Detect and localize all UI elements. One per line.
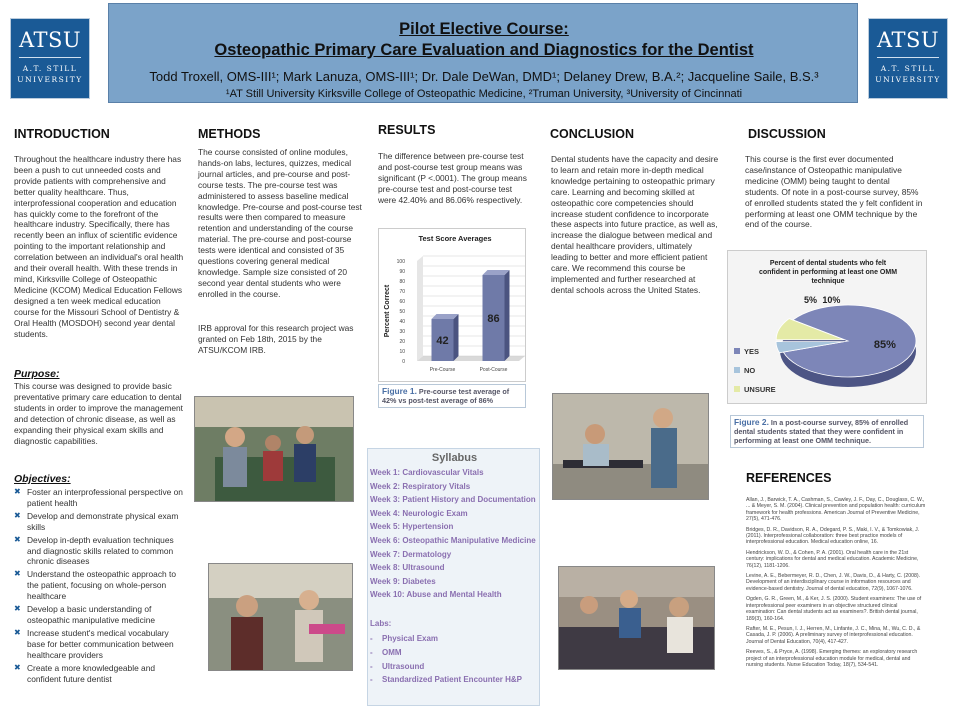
reference-item: Rafter, M. E., Pesun, I. J., Herren, M., Linfante, J. C., Mina, M., Wu, C. D., & Casada, J. P. (2006). A preliminary survey of interprofessional education. Journal of Dental Education, 70(4), 417-427. <box>746 625 921 645</box>
introduction-heading: INTRODUCTION <box>14 127 110 141</box>
lab-item <box>370 660 522 674</box>
syllabus-weeks <box>370 466 536 602</box>
bar-chart-ytick-label: 20 <box>399 339 405 345</box>
methods-body: The course consisted of online modules, hands-on labs, lectures, quizzes, medical journal articles, and pre-course and post-course tests. The pre-course test was administered to assess baseline medical knowledge. Pre-course and post-course test results were then compared to measure retention and understanding of the course material. The pre-course and post-course tests were identical and consisted of 35 questions covering general medical knowledge. Sample size consisted of 20 second year dental students who were enrolled in the course. <box>198 147 362 299</box>
objective-text: Develop a basic understanding of osteopathic manipulative medicine <box>27 604 156 625</box>
conclusion-body: Dental students have the capacity and desire to learn and retain more in-depth medical knowledge pertaining to osteopathic primary care. Learning and becoming skilled at osteopathic core competencies should increase student confidence to incorporate these aspects into future practice, as well as, increase the dialogue between medical and dental healthcare providers, ultimately leading to better and more efficient patient care. We recommend this course be implemented and further researched at dental schools across the United States. <box>551 154 719 295</box>
logo-divider <box>19 57 81 58</box>
lab-dash: - <box>370 634 373 643</box>
poster-affiliations: ¹AT Still University Kirksville College of Osteopathic Medicine, ²Truman University, ³University of Cincinnati <box>225 88 743 100</box>
objective-text: Understand the osteopathic approach to the patient, focusing on whole-person healthcare <box>27 569 176 602</box>
objective-text: Create a more knowledgeable and confident future dentist <box>27 662 156 684</box>
objective-item <box>14 569 186 602</box>
syllabus-week-item: Week 1: Cardiovascular Vitals <box>370 468 484 477</box>
results-body: The difference between pre-course test and post-course test group means was significant (P <.0001). The group means pre-course test and post-course test were 42.40% and 86.06% respectively. <box>378 151 527 205</box>
x-bullet-icon: ✖ <box>14 534 21 544</box>
objective-item <box>14 535 186 568</box>
syllabus-week-item: Week 4: Neurologic Exam <box>370 508 468 518</box>
reference-item: Levine, A. E., Bebermeyer, R. D., Chen, J. W., Davis, D., & Harty, C. (2008). Development of an interdisciplinary course in information resources and evidence-based dentistry. Journal of dental education, 72(9), 1067-1076. <box>746 573 921 592</box>
pie-data-label: 10% <box>822 295 841 305</box>
lab-text: Standardized Patient Encounter H&P <box>382 675 523 685</box>
objective-text: Increase student's medical vocabulary base for better communication between healthcare providers <box>27 627 174 660</box>
lab-dash: - <box>370 675 373 685</box>
lab-dash: - <box>370 647 373 657</box>
labs-list <box>370 632 522 687</box>
logo-abbr: ATSU <box>876 28 940 52</box>
bar-data-label: 42 <box>436 335 449 347</box>
bar-chart-ytick-label: 30 <box>399 329 405 335</box>
bar-category-label: Pre-Course <box>429 367 456 373</box>
logo-abbr: ATSU <box>18 28 82 52</box>
lab-text: OMM <box>382 647 402 657</box>
objective-text: Foster an interprofessional perspective on patient health <box>27 487 183 508</box>
syllabus-box <box>367 448 540 706</box>
references-heading: REFERENCES <box>746 471 832 485</box>
logo-divider <box>877 57 939 58</box>
figure1-caption <box>378 384 526 408</box>
bar-chart-ytick-label: 60 <box>399 299 405 305</box>
bar-chart-svg <box>379 229 527 383</box>
syllabus-week-item: Week 3: Patient History and Documentation <box>370 495 536 505</box>
bar-chart-ytick-label: 80 <box>399 279 405 285</box>
syllabus-week-item: Week 5: Hypertension <box>370 522 454 532</box>
bar-chart-ylabel: Percent Correct <box>384 284 391 338</box>
objective-item <box>14 604 186 626</box>
poster-authors: Todd Troxell, OMS-III¹; Mark Lanuza, OMS-III¹; Dr. Dale DeWan, DMD¹; Delaney Drew, B.A.²; Jacqueline Saile, B.S.³ <box>149 69 819 84</box>
bar-category-label: Post-Course <box>479 367 508 373</box>
objective-item <box>14 487 186 509</box>
bar-chart-test-scores <box>378 228 526 382</box>
objective-item <box>14 663 186 685</box>
pie-legend-label: NO <box>744 366 756 375</box>
syllabus-week-item: Week 8: Ultrasound <box>370 563 445 573</box>
logo-line2: UNIVERSITY <box>17 75 83 84</box>
objective-text: Develop and demonstrate physical exam skills <box>27 510 179 532</box>
methods-heading: METHODS <box>198 127 261 141</box>
pie-data-label: 5% <box>803 295 818 305</box>
reference-item: Bridges, D. R., Davidson, R. A., Odegard, P. S., Maki, I. V., & Tomkowiak, J. (2011). Interprofessional collaboration: three best practice models of interprofessional education. Medical education online, 16. <box>746 526 920 546</box>
bar-chart-ytick-label: 90 <box>399 269 405 275</box>
objective-item <box>14 511 186 533</box>
figure2-label: Figure 2. <box>734 417 769 427</box>
objectives-list <box>14 487 186 686</box>
photo-students-practice <box>208 563 353 671</box>
objectives-heading: Objectives: <box>14 473 71 485</box>
pie-data-label: 85% <box>873 339 896 352</box>
lab-item <box>370 673 522 687</box>
poster-header <box>108 3 858 103</box>
bar-chart-ytick-label: 0 <box>402 359 405 365</box>
syllabus-week-item: Week 9: Diabetes <box>370 576 436 586</box>
pie-legend-swatch <box>734 386 740 392</box>
bar-chart-ytick-label: 40 <box>399 319 405 325</box>
lab-item <box>370 646 522 660</box>
reference-item: Ogden, G. R., Green, M., & Ker, J. S. (2000). Student examiners: The use of interprofessional peer examiners in an objective structured clinical examination: Can dental students act as examiners?. British dental journal, 189(3), 160-164. <box>746 596 922 622</box>
purpose-body: This course was designed to provide basic preventative primary care education to dental students in order to improve the management and detection of chronic disease, as well as expanding their physical exam skills and diagnostic capabilities. <box>14 381 183 446</box>
bar-chart-ytick-label: 70 <box>399 289 405 295</box>
pie-chart-omm-confidence <box>727 250 927 404</box>
reference-item: Reeves, S., & Pryce, A. (1998). Emerging themes: an exploratory research project of an interprofessional education module for medical, dental and nursing students. Nurse Education Today, 18(7), 534-541. <box>746 649 918 668</box>
discussion-body: This course is the first ever documented case/instance of Osteopathic manipulative medicine (OMM) being taught to dental students. Of note in a post-course survey, 85% of enrolled students stated the y felt confident in performing at least one OMM technique by the end of the course. <box>745 154 923 230</box>
x-bullet-icon: ✖ <box>14 662 21 672</box>
objective-item <box>14 628 186 661</box>
syllabus-week-item: Week 2: Respiratory Vitals <box>370 481 471 491</box>
introduction-body: Throughout the healthcare industry there has been a push to cut unneeded costs and provide patients with comprehensive and better quality healthcare. Thus, interprofessional cooperation and education has quickly come to the forefront of the healthcare industry. Specifically, there has recently been an influx of scientific evidence pointing to the important relationship and correlation between an individual's oral health and their overall health. With these trends in mind, Kirksville College of Osteopathic Medicine (KCOM) Medical Education Fellows designed a ten week medical education course for the Missouri School of Dentistry & Oral Health (MOSDOH) second year dental students. <box>14 154 184 339</box>
atsu-logo-right <box>868 18 948 99</box>
bar-side <box>454 314 459 361</box>
conclusion-heading: CONCLUSION <box>550 127 635 141</box>
photo-omm-demonstration <box>552 393 709 500</box>
lab-item <box>370 632 522 646</box>
purpose-heading: Purpose: <box>14 368 60 380</box>
figure1-label: Figure 1. <box>382 386 417 396</box>
x-bullet-icon: ✖ <box>14 604 21 614</box>
figure1-text: Pre-course test average of 42% vs post-test average of 86% <box>382 387 510 405</box>
labs-heading: Labs: <box>370 619 392 628</box>
pie-legend-swatch <box>734 348 740 354</box>
x-bullet-icon: ✖ <box>14 569 21 579</box>
logo-line1: A.T. STILL <box>22 64 78 73</box>
reference-item: Allan, J., Barwick, T. A., Cashman, S., Cawley, J. F., Day, C., Douglass, C. W., ... & Meyer, S. M. (2004). Clinical prevention and population health: curriculum framework for health professions. American Journal of Preventive Medicine, 27(5), 471-476. <box>746 497 926 523</box>
atsu-logo-left <box>10 18 90 99</box>
lab-text: Ultrasound <box>382 661 425 671</box>
bar-chart-title: Test Score Averages <box>418 234 492 243</box>
pie-legend-label: YES <box>744 347 760 356</box>
x-bullet-icon: ✖ <box>14 510 21 520</box>
syllabus-week-item: Week 7: Dermatology <box>370 549 452 559</box>
x-bullet-icon: ✖ <box>14 627 21 637</box>
bar-data-label: 86 <box>487 313 500 325</box>
bar-chart-side-wall <box>417 256 423 361</box>
results-heading: RESULTS <box>378 123 436 137</box>
pie-chart-title: Percent of dental students who felt confident in performing at least one OMM technique <box>758 260 898 285</box>
reference-item: Hendrickson, W. D., & Cohen, P. A. (2001). Oral health care in the 21st century: implications for dental and medical education. Academic Medicine, 76(12), 1181-1206. <box>746 549 919 569</box>
lab-dash: - <box>370 661 373 671</box>
objective-text: Develop in-depth evaluation techniques and diagnostic skills related to common chronic diseases <box>27 534 174 567</box>
pie-chart-svg <box>728 251 928 405</box>
photo-dental-students-exam <box>194 396 354 502</box>
bar-chart-ytick-label: 100 <box>396 259 405 265</box>
bar-side <box>505 270 510 361</box>
photo-illustration <box>559 567 715 670</box>
figure2-text: In a post-course survey, 85% of enrolled dental students stated that they were confident in performing at least one OMM technique. <box>734 418 909 445</box>
logo-line2: UNIVERSITY <box>875 75 941 84</box>
poster-title-line2: Osteopathic Primary Care Evaluation and Diagnostics for the Dentist <box>214 41 754 59</box>
discussion-heading: DISCUSSION <box>748 127 826 141</box>
photo-omm-lab <box>558 566 715 670</box>
references-list <box>746 497 926 672</box>
bar-chart-ytick-label: 10 <box>399 349 405 355</box>
pie-legend-swatch <box>734 367 740 373</box>
photo-illustration <box>195 397 354 502</box>
figure2-caption <box>730 415 924 448</box>
poster-title-line1: Pilot Elective Course: <box>399 20 569 38</box>
syllabus-title: Syllabus <box>431 452 478 464</box>
syllabus-week-item: Week 6: Osteopathic Manipulative Medicine <box>370 535 536 545</box>
x-bullet-icon: ✖ <box>14 487 21 496</box>
bar-chart-ytick-label: 50 <box>399 309 405 315</box>
syllabus-week-item: Week 10: Abuse and Mental Health <box>370 590 502 600</box>
photo-illustration <box>553 394 709 500</box>
lab-text: Physical Exam <box>382 634 439 643</box>
pie-legend-label: UNSURE <box>744 385 776 394</box>
methods-irb: IRB approval for this research project was granted on Feb 18th, 2015 by the ATSU/KCOM IRB. <box>198 323 354 355</box>
logo-line1: A.T. STILL <box>880 64 936 73</box>
photo-illustration <box>209 564 353 671</box>
